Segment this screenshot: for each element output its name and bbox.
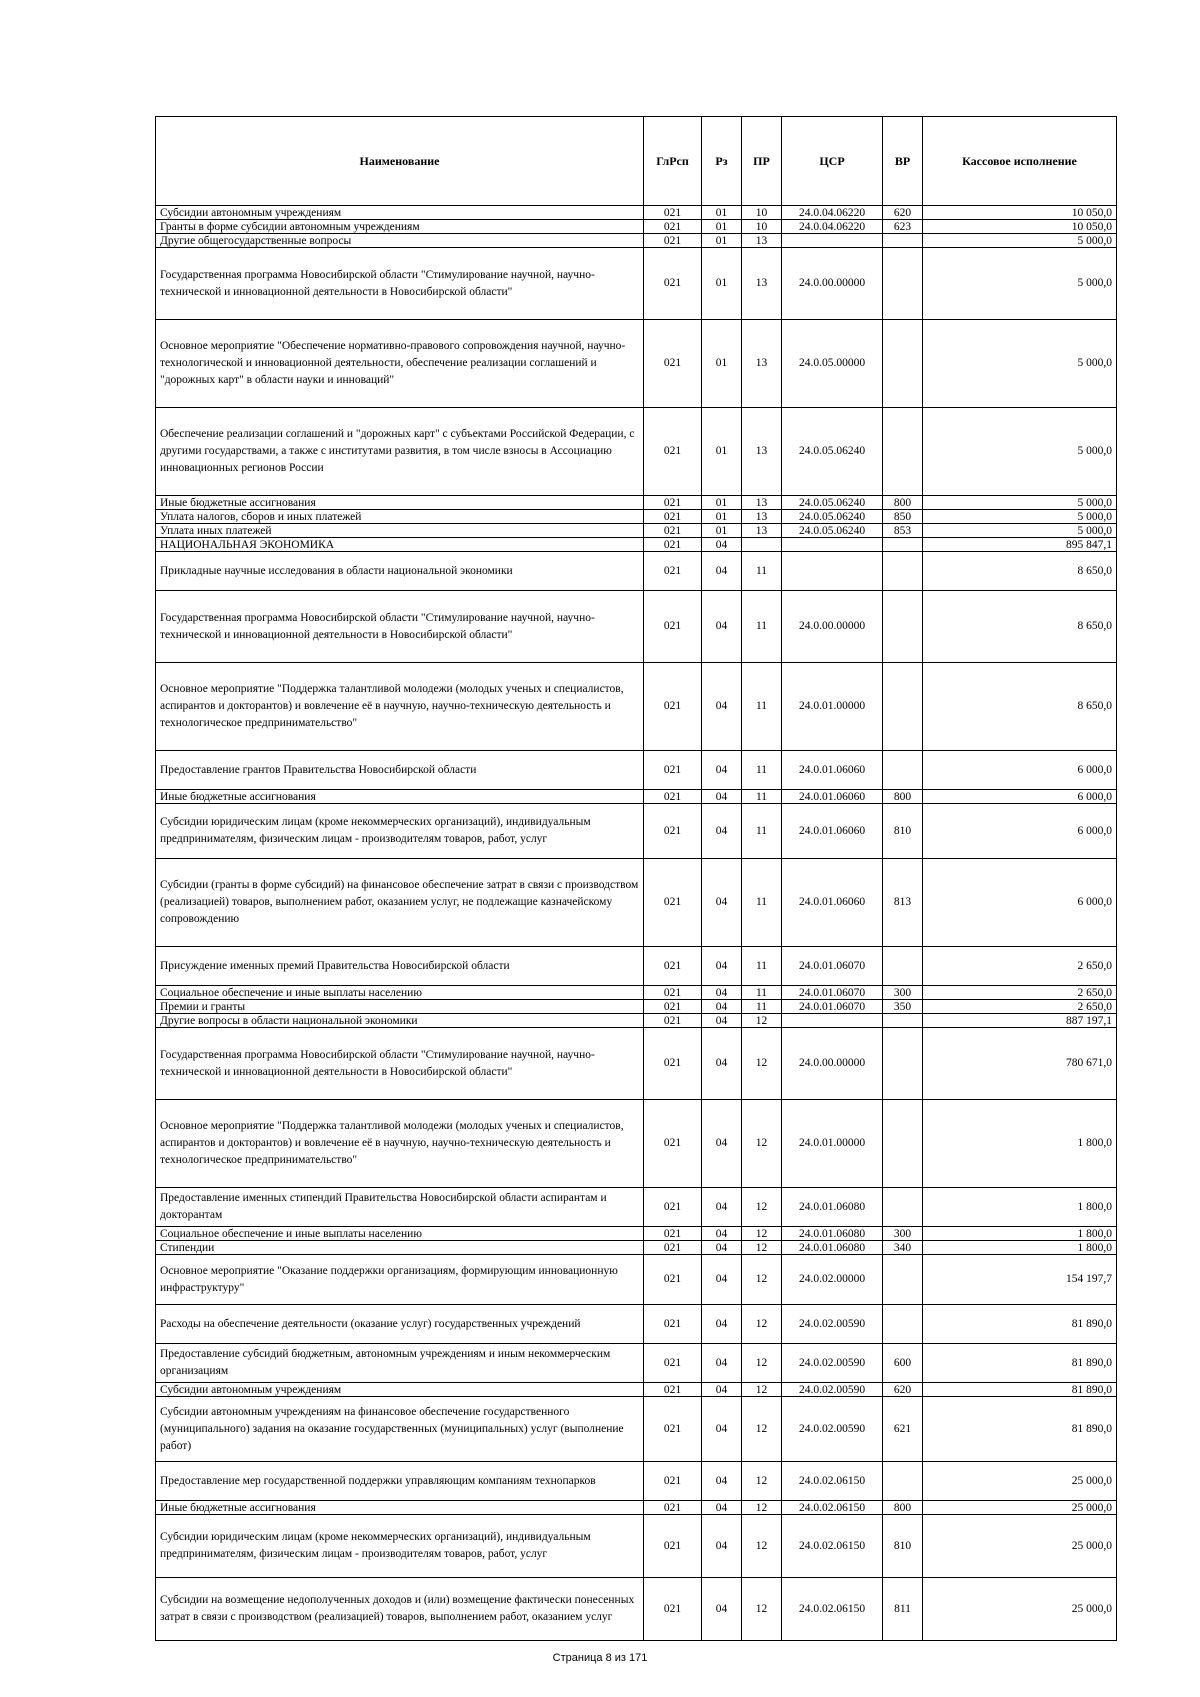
row-amount: 81 890,0: [923, 1305, 1117, 1344]
row-glrsp: 021: [644, 790, 702, 804]
row-csr: 24.0.00.00000: [782, 248, 883, 320]
row-csr: 24.0.02.00000: [782, 1255, 883, 1305]
row-vr: 340: [883, 1241, 923, 1255]
row-glrsp: 021: [644, 1255, 702, 1305]
row-rz: 04: [702, 1227, 742, 1241]
row-name: Субсидии автономным учреждениям на финансовое обеспечение государственного (муниципального) задания на оказание государственных (муниципальных) услуг (выполнение работ): [156, 1397, 644, 1462]
table-row: [156, 1462, 1117, 1501]
row-csr: 24.0.02.06150: [782, 1462, 883, 1501]
row-pr: 13: [742, 234, 782, 248]
row-pr: 12: [742, 1515, 782, 1578]
table-row: [156, 538, 1117, 552]
row-amount: 2 650,0: [923, 947, 1117, 986]
row-glrsp: 021: [644, 1462, 702, 1501]
row-pr: [742, 538, 782, 552]
row-vr: 853: [883, 524, 923, 538]
row-csr: 24.0.01.00000: [782, 663, 883, 751]
row-glrsp: 021: [644, 751, 702, 790]
row-vr: 811: [883, 1578, 923, 1641]
row-vr: 300: [883, 1227, 923, 1241]
row-vr: [883, 320, 923, 408]
row-name: НАЦИОНАЛЬНАЯ ЭКОНОМИКА: [156, 538, 644, 552]
column-header-pr: ПР: [742, 117, 782, 206]
row-rz: 04: [702, 591, 742, 663]
row-rz: 01: [702, 408, 742, 496]
row-pr: 12: [742, 1100, 782, 1188]
row-amount: 895 847,1: [923, 538, 1117, 552]
row-rz: 01: [702, 220, 742, 234]
row-glrsp: 021: [644, 804, 702, 859]
row-rz: 01: [702, 206, 742, 220]
row-glrsp: 021: [644, 1501, 702, 1515]
row-name: Субсидии юридическим лицам (кроме некоммерческих организаций), индивидуальным предпринимателям, физическим лицам - производителям товаров, работ, услуг: [156, 804, 644, 859]
row-amount: 2 650,0: [923, 986, 1117, 1000]
row-rz: 04: [702, 1028, 742, 1100]
row-glrsp: 021: [644, 220, 702, 234]
row-csr: 24.0.00.00000: [782, 591, 883, 663]
row-vr: [883, 1305, 923, 1344]
row-amount: 780 671,0: [923, 1028, 1117, 1100]
row-name: Премии и гранты: [156, 1000, 644, 1014]
row-name: Обеспечение реализации соглашений и "дорожных карт" с субъектами Российской Федерации, с другими государствами, а также с институтами развития, в том числе взносы в Ассоциацию инновационных регионов России: [156, 408, 644, 496]
row-pr: 10: [742, 220, 782, 234]
row-pr: 12: [742, 1383, 782, 1397]
row-vr: 620: [883, 206, 923, 220]
table-row: [156, 986, 1117, 1000]
row-amount: 25 000,0: [923, 1462, 1117, 1501]
row-csr: 24.0.02.06150: [782, 1515, 883, 1578]
table-row: [156, 510, 1117, 524]
row-rz: 04: [702, 552, 742, 591]
row-vr: [883, 234, 923, 248]
row-rz: 04: [702, 1501, 742, 1515]
table-row: [156, 1501, 1117, 1515]
table-row: [156, 408, 1117, 496]
row-name: Субсидии юридическим лицам (кроме некоммерческих организаций), индивидуальным предпринимателям, физическим лицам - производителям товаров, работ, услуг: [156, 1515, 644, 1578]
row-glrsp: 021: [644, 1188, 702, 1227]
row-pr: 12: [742, 1255, 782, 1305]
row-vr: 810: [883, 1515, 923, 1578]
row-rz: 04: [702, 663, 742, 751]
row-rz: 04: [702, 790, 742, 804]
table-row: [156, 206, 1117, 220]
budget-table: [155, 116, 1117, 1641]
table-row: [156, 234, 1117, 248]
row-amount: 6 000,0: [923, 859, 1117, 947]
row-glrsp: 021: [644, 510, 702, 524]
row-vr: 800: [883, 790, 923, 804]
table-row: [156, 220, 1117, 234]
row-name: Другие вопросы в области национальной экономики: [156, 1014, 644, 1028]
row-pr: 13: [742, 248, 782, 320]
row-rz: 01: [702, 496, 742, 510]
row-amount: 1 800,0: [923, 1100, 1117, 1188]
table-row: [156, 591, 1117, 663]
row-rz: 04: [702, 1462, 742, 1501]
row-amount: 1 800,0: [923, 1188, 1117, 1227]
row-name: Уплата налогов, сборов и иных платежей: [156, 510, 644, 524]
row-csr: 24.0.04.06220: [782, 220, 883, 234]
row-vr: 600: [883, 1344, 923, 1383]
table-row: [156, 1255, 1117, 1305]
row-name: Иные бюджетные ассигнования: [156, 496, 644, 510]
row-amount: 10 050,0: [923, 206, 1117, 220]
row-amount: 5 000,0: [923, 408, 1117, 496]
row-csr: [782, 552, 883, 591]
row-amount: 5 000,0: [923, 234, 1117, 248]
row-csr: 24.0.01.06070: [782, 986, 883, 1000]
row-amount: 5 000,0: [923, 524, 1117, 538]
row-pr: 12: [742, 1344, 782, 1383]
row-rz: 04: [702, 804, 742, 859]
row-pr: 12: [742, 1241, 782, 1255]
table-row: [156, 947, 1117, 986]
table-row: [156, 1000, 1117, 1014]
row-pr: 12: [742, 1578, 782, 1641]
table-row: [156, 248, 1117, 320]
row-name: Уплата иных платежей: [156, 524, 644, 538]
row-csr: 24.0.02.06150: [782, 1501, 883, 1515]
row-pr: 12: [742, 1462, 782, 1501]
row-rz: 04: [702, 1014, 742, 1028]
table-row: [156, 1227, 1117, 1241]
row-glrsp: 021: [644, 1014, 702, 1028]
row-pr: 12: [742, 1028, 782, 1100]
row-name: Предоставление субсидий бюджетным, автономным учреждениям и иным некоммерческим организациям: [156, 1344, 644, 1383]
row-vr: 623: [883, 220, 923, 234]
table-row: [156, 804, 1117, 859]
row-rz: 01: [702, 248, 742, 320]
row-name: Иные бюджетные ассигнования: [156, 1501, 644, 1515]
row-rz: 01: [702, 320, 742, 408]
row-csr: 24.0.05.06240: [782, 496, 883, 510]
table-row: [156, 1344, 1117, 1383]
row-name: Гранты в форме субсидии автономным учреждениям: [156, 220, 644, 234]
row-name: Субсидии на возмещение недополученных доходов и (или) возмещение фактически понесенных затрат в связи с производством (реализацией) товаров, выполнением работ, оказанием услуг: [156, 1578, 644, 1641]
row-amount: 5 000,0: [923, 510, 1117, 524]
row-vr: 350: [883, 1000, 923, 1014]
row-vr: 621: [883, 1397, 923, 1462]
row-vr: [883, 663, 923, 751]
row-rz: 04: [702, 1383, 742, 1397]
row-glrsp: 021: [644, 524, 702, 538]
row-csr: 24.0.01.06060: [782, 859, 883, 947]
row-name: Государственная программа Новосибирской области "Стимулирование научной, научно-технической и инновационной деятельности в Новосибирской области": [156, 248, 644, 320]
row-pr: 12: [742, 1227, 782, 1241]
row-rz: 04: [702, 859, 742, 947]
row-amount: 8 650,0: [923, 552, 1117, 591]
row-vr: [883, 408, 923, 496]
row-name: Стипендии: [156, 1241, 644, 1255]
row-csr: 24.0.05.00000: [782, 320, 883, 408]
table-row: [156, 1515, 1117, 1578]
row-csr: 24.0.01.06080: [782, 1241, 883, 1255]
row-csr: 24.0.01.06080: [782, 1188, 883, 1227]
table-row: [156, 1014, 1117, 1028]
row-pr: 11: [742, 1000, 782, 1014]
row-name: Социальное обеспечение и иные выплаты населению: [156, 986, 644, 1000]
row-amount: 5 000,0: [923, 248, 1117, 320]
row-name: Субсидии автономным учреждениям: [156, 1383, 644, 1397]
row-name: Прикладные научные исследования в области национальной экономики: [156, 552, 644, 591]
row-amount: 25 000,0: [923, 1515, 1117, 1578]
row-glrsp: 021: [644, 552, 702, 591]
table-row: [156, 663, 1117, 751]
row-vr: 813: [883, 859, 923, 947]
row-amount: 6 000,0: [923, 804, 1117, 859]
row-glrsp: 021: [644, 234, 702, 248]
row-vr: [883, 552, 923, 591]
row-pr: 13: [742, 496, 782, 510]
row-csr: 24.0.05.06240: [782, 524, 883, 538]
row-glrsp: 021: [644, 986, 702, 1000]
row-vr: [883, 591, 923, 663]
row-vr: [883, 751, 923, 790]
row-amount: 6 000,0: [923, 751, 1117, 790]
table-row: [156, 790, 1117, 804]
row-pr: 11: [742, 591, 782, 663]
row-glrsp: 021: [644, 947, 702, 986]
column-header-amount: Кассовое исполнение: [923, 117, 1117, 206]
row-glrsp: 021: [644, 1397, 702, 1462]
row-csr: 24.0.01.06060: [782, 751, 883, 790]
row-name: Государственная программа Новосибирской области "Стимулирование научной, научно-технической и инновационной деятельности в Новосибирской области": [156, 591, 644, 663]
row-csr: [782, 234, 883, 248]
row-amount: 25 000,0: [923, 1501, 1117, 1515]
row-pr: 13: [742, 524, 782, 538]
table-row: [156, 751, 1117, 790]
row-csr: 24.0.01.06060: [782, 804, 883, 859]
row-amount: 81 890,0: [923, 1397, 1117, 1462]
row-pr: 11: [742, 552, 782, 591]
row-name: Предоставление именных стипендий Правительства Новосибирской области аспирантам и докторантам: [156, 1188, 644, 1227]
row-pr: 13: [742, 408, 782, 496]
row-pr: 13: [742, 510, 782, 524]
row-pr: 13: [742, 320, 782, 408]
row-amount: 10 050,0: [923, 220, 1117, 234]
column-header-csr: ЦСР: [782, 117, 883, 206]
row-csr: 24.0.02.00590: [782, 1397, 883, 1462]
row-vr: [883, 1255, 923, 1305]
column-header-rz: Рз: [702, 117, 742, 206]
row-amount: 25 000,0: [923, 1578, 1117, 1641]
row-vr: [883, 947, 923, 986]
page-number: Страница 8 из 171: [552, 1652, 648, 1664]
row-csr: 24.0.02.00590: [782, 1344, 883, 1383]
row-rz: 04: [702, 1255, 742, 1305]
row-rz: 04: [702, 1515, 742, 1578]
row-pr: 11: [742, 751, 782, 790]
row-name: Основное мероприятие "Оказание поддержки организациям, формирующим инновационную инфраструктуру": [156, 1255, 644, 1305]
row-glrsp: 021: [644, 1383, 702, 1397]
table-row: [156, 496, 1117, 510]
row-vr: [883, 538, 923, 552]
row-csr: 24.0.04.06220: [782, 206, 883, 220]
row-vr: [883, 1188, 923, 1227]
row-vr: [883, 1014, 923, 1028]
table-row: [156, 1383, 1117, 1397]
row-vr: [883, 1100, 923, 1188]
row-vr: 800: [883, 496, 923, 510]
row-vr: [883, 1028, 923, 1100]
row-rz: 04: [702, 751, 742, 790]
row-pr: 12: [742, 1501, 782, 1515]
row-amount: 887 197,1: [923, 1014, 1117, 1028]
header-row: [156, 117, 1117, 206]
row-name: Субсидии (гранты в форме субсидий) на финансовое обеспечение затрат в связи с производством (реализацией) товаров, выполнением работ, оказанием услуг, не подлежащие казначейскому сопровождению: [156, 859, 644, 947]
column-header-vr: ВР: [883, 117, 923, 206]
row-pr: 11: [742, 663, 782, 751]
column-header-name: Наименование: [156, 117, 644, 206]
row-amount: 5 000,0: [923, 320, 1117, 408]
row-rz: 04: [702, 1397, 742, 1462]
table-row: [156, 1241, 1117, 1255]
row-glrsp: 021: [644, 1241, 702, 1255]
row-csr: 24.0.05.06240: [782, 408, 883, 496]
row-name: Государственная программа Новосибирской области "Стимулирование научной, научно-технической и инновационной деятельности в Новосибирской области": [156, 1028, 644, 1100]
row-glrsp: 021: [644, 1100, 702, 1188]
table-row: [156, 1305, 1117, 1344]
table-row: [156, 1100, 1117, 1188]
row-pr: 12: [742, 1188, 782, 1227]
row-glrsp: 021: [644, 496, 702, 510]
row-rz: 04: [702, 947, 742, 986]
row-csr: 24.0.02.00590: [782, 1305, 883, 1344]
row-pr: 12: [742, 1397, 782, 1462]
row-name: Социальное обеспечение и иные выплаты населению: [156, 1227, 644, 1241]
row-glrsp: 021: [644, 1344, 702, 1383]
row-rz: 04: [702, 1100, 742, 1188]
row-glrsp: 021: [644, 320, 702, 408]
row-glrsp: 021: [644, 1305, 702, 1344]
row-rz: 04: [702, 1578, 742, 1641]
row-name: Основное мероприятие "Поддержка талантливой молодежи (молодых ученых и специалистов, аспирантов и докторантов) и вовлечение её в научную, научно-техническую деятельность и технологическое предпринимательство": [156, 663, 644, 751]
row-amount: 2 650,0: [923, 1000, 1117, 1014]
row-pr: 11: [742, 947, 782, 986]
row-amount: 81 890,0: [923, 1383, 1117, 1397]
row-glrsp: 021: [644, 1515, 702, 1578]
row-rz: 04: [702, 1344, 742, 1383]
row-csr: 24.0.02.06150: [782, 1578, 883, 1641]
row-csr: 24.0.01.06080: [782, 1227, 883, 1241]
row-name: Расходы на обеспечение деятельности (оказание услуг) государственных учреждений: [156, 1305, 644, 1344]
row-vr: [883, 1462, 923, 1501]
row-rz: 04: [702, 538, 742, 552]
row-rz: 01: [702, 524, 742, 538]
row-amount: 1 800,0: [923, 1227, 1117, 1241]
row-glrsp: 021: [644, 1227, 702, 1241]
row-glrsp: 021: [644, 538, 702, 552]
row-amount: 81 890,0: [923, 1344, 1117, 1383]
row-csr: 24.0.05.06240: [782, 510, 883, 524]
row-glrsp: 021: [644, 1000, 702, 1014]
row-glrsp: 021: [644, 408, 702, 496]
row-amount: 5 000,0: [923, 496, 1117, 510]
row-amount: 8 650,0: [923, 591, 1117, 663]
row-csr: [782, 1014, 883, 1028]
table-row: [156, 552, 1117, 591]
row-rz: 04: [702, 1188, 742, 1227]
row-name: Основное мероприятие "Поддержка талантливой молодежи (молодых ученых и специалистов, аспирантов и докторантов) и вовлечение её в научную, научно-техническую деятельность и технологическое предпринимательство": [156, 1100, 644, 1188]
row-glrsp: 021: [644, 1578, 702, 1641]
row-name: Основное мероприятие "Обеспечение нормативно-правового сопровождения научной, научно-технологической и инновационной деятельности, обеспечение реализации соглашений и "дорожных карт" в области науки и инноваций": [156, 320, 644, 408]
row-rz: 01: [702, 234, 742, 248]
table-row: [156, 320, 1117, 408]
row-pr: 11: [742, 790, 782, 804]
row-pr: 10: [742, 206, 782, 220]
row-pr: 11: [742, 859, 782, 947]
row-csr: 24.0.01.06070: [782, 947, 883, 986]
table-row: [156, 859, 1117, 947]
row-vr: 620: [883, 1383, 923, 1397]
row-csr: 24.0.00.00000: [782, 1028, 883, 1100]
table-row: [156, 1028, 1117, 1100]
table-row: [156, 1578, 1117, 1641]
row-vr: [883, 248, 923, 320]
row-csr: 24.0.01.00000: [782, 1100, 883, 1188]
row-csr: 24.0.01.06070: [782, 1000, 883, 1014]
table-row: [156, 524, 1117, 538]
row-glrsp: 021: [644, 248, 702, 320]
row-csr: 24.0.01.06060: [782, 790, 883, 804]
row-rz: 04: [702, 1000, 742, 1014]
row-rz: 04: [702, 986, 742, 1000]
row-pr: 12: [742, 1014, 782, 1028]
row-glrsp: 021: [644, 206, 702, 220]
table-row: [156, 1397, 1117, 1462]
row-name: Предоставление мер государственной поддержки управляющим компаниям технопарков: [156, 1462, 644, 1501]
row-glrsp: 021: [644, 663, 702, 751]
row-glrsp: 021: [644, 859, 702, 947]
row-rz: 01: [702, 510, 742, 524]
row-name: Другие общегосударственные вопросы: [156, 234, 644, 248]
row-csr: 24.0.02.00590: [782, 1383, 883, 1397]
row-rz: 04: [702, 1305, 742, 1344]
row-vr: 850: [883, 510, 923, 524]
row-name: Субсидии автономным учреждениям: [156, 206, 644, 220]
row-pr: 12: [742, 1305, 782, 1344]
row-vr: 300: [883, 986, 923, 1000]
row-vr: 810: [883, 804, 923, 859]
row-glrsp: 021: [644, 591, 702, 663]
row-vr: 800: [883, 1501, 923, 1515]
row-name: Предоставление грантов Правительства Новосибирской области: [156, 751, 644, 790]
row-rz: 04: [702, 1241, 742, 1255]
table-row: [156, 1188, 1117, 1227]
row-amount: 6 000,0: [923, 790, 1117, 804]
row-amount: 1 800,0: [923, 1241, 1117, 1255]
row-amount: 8 650,0: [923, 663, 1117, 751]
row-pr: 11: [742, 804, 782, 859]
row-pr: 11: [742, 986, 782, 1000]
row-glrsp: 021: [644, 1028, 702, 1100]
column-header-glrsp: ГлРсп: [644, 117, 702, 206]
row-name: Присуждение именных премий Правительства Новосибирской области: [156, 947, 644, 986]
row-amount: 154 197,7: [923, 1255, 1117, 1305]
row-name: Иные бюджетные ассигнования: [156, 790, 644, 804]
row-csr: [782, 538, 883, 552]
